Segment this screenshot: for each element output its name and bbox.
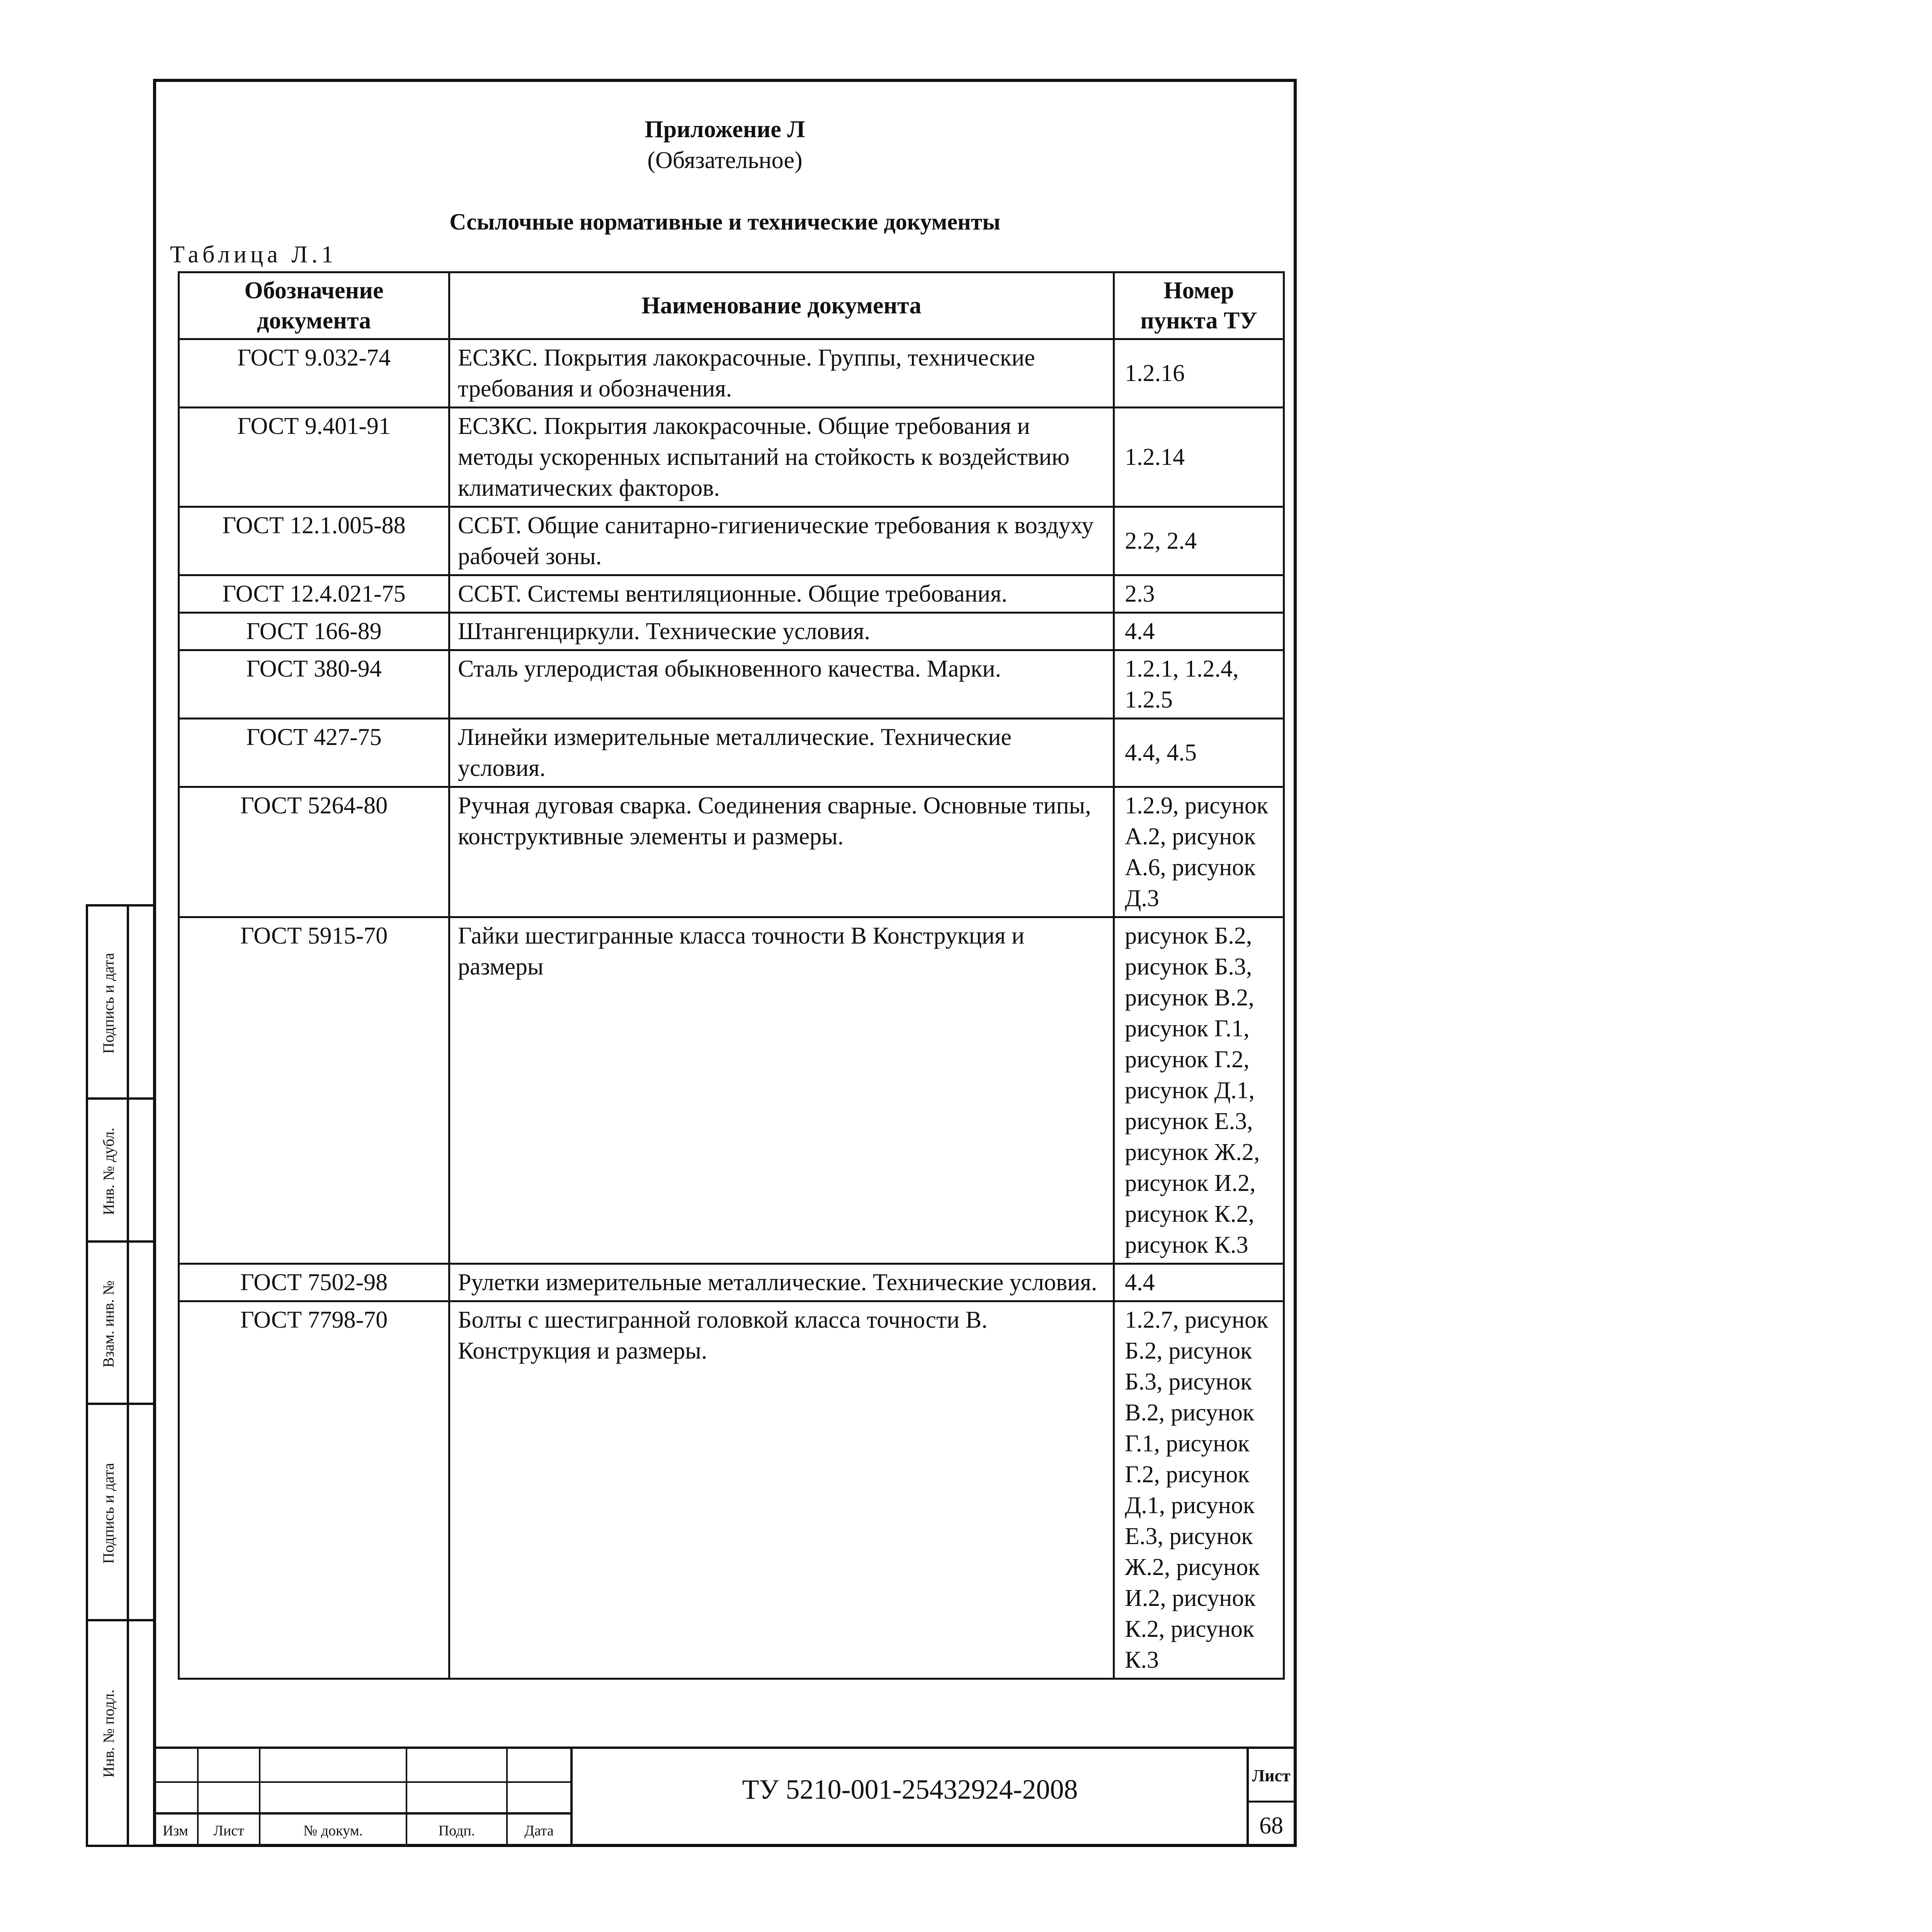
cell-designation: ГОСТ 380-94 (179, 650, 449, 719)
appendix-title: Приложение Л (645, 116, 805, 143)
header-document-name: Наименование документа (449, 272, 1114, 339)
cell-clause-number: 4.4 (1114, 613, 1284, 650)
cell-designation: ГОСТ 9.401-91 (179, 408, 449, 507)
cell-clause-number: 1.2.1, 1.2.4, 1.2.5 (1114, 650, 1284, 719)
cell-document-name: Болты с шестигранной головкой класса точности В. Конструкция и размеры. (449, 1301, 1114, 1679)
tb-col-change: Изм (163, 1823, 188, 1839)
reference-table (178, 271, 1285, 1680)
table-row (179, 1301, 1284, 1679)
cell-document-name: Рулетки измерительные металлические. Технические условия. (449, 1264, 1114, 1301)
cell-clause-number: 4.4 (1114, 1264, 1284, 1301)
table-row (179, 917, 1284, 1264)
side-cell-orig-inv (88, 1621, 155, 1845)
cell-document-name: ССБТ. Системы вентиляционные. Общие требования. (449, 575, 1114, 613)
cell-designation: ГОСТ 7502-98 (179, 1264, 449, 1301)
cell-clause-number: 1.2.7, рисунок Б.2, рисунок Б.3, рисунок В.2, рисунок Г.1, рисунок Г.2, рисунок Д.1, рисунок Е.3, рисунок Ж.2, рисунок И.2, рисунок К.2, рисунок К.3 (1114, 1301, 1284, 1679)
table-row (179, 575, 1284, 613)
cell-document-name: Линейки измерительные металлические. Технические условия. (449, 719, 1114, 787)
cell-document-name: Штангенциркули. Технические условия. (449, 613, 1114, 650)
sheet-label: Лист (1252, 1766, 1291, 1785)
side-label: Инв. № подл. (100, 1689, 117, 1777)
side-cell-dup-inv (88, 1100, 155, 1243)
cell-clause-number: 1.2.9, рисунок А.2, рисунок А.6, рисунок Д.3 (1114, 787, 1284, 917)
appendix-subtitle: Ссылочные нормативные и технические документы (449, 209, 1000, 235)
cell-document-name: Гайки шестигранные класса точности В Конструкция и размеры (449, 917, 1114, 1264)
table-row (179, 1264, 1284, 1301)
header-clause-number: Номер пункта ТУ (1114, 272, 1284, 339)
side-cell-signature-date-1 (88, 906, 155, 1100)
header-designation: Обозначение документа (179, 272, 449, 339)
side-label: Взам. инв. № (100, 1280, 117, 1367)
tb-col-signature: Подп. (438, 1823, 475, 1839)
table-header-row (179, 272, 1284, 339)
cell-document-name: ЕСЗКС. Покрытия лакокрасочные. Группы, технические требования и обозначения. (449, 339, 1114, 408)
cell-clause-number: 2.3 (1114, 575, 1284, 613)
appendix-status: (Обязательное) (647, 147, 803, 173)
tb-col-date: Дата (524, 1823, 554, 1839)
cell-designation: ГОСТ 12.4.021-75 (179, 575, 449, 613)
cell-document-name: ЕСЗКС. Покрытия лакокрасочные. Общие требования и методы ускоренных испытаний на стойкость к воздействию климатических факторов. (449, 408, 1114, 507)
table-caption: Таблица Л.1 (170, 242, 337, 268)
cell-clause-number: 1.2.14 (1114, 408, 1284, 507)
sheet-number: 68 (1259, 1813, 1283, 1839)
cell-designation: ГОСТ 12.1.005-88 (179, 507, 449, 575)
table-row (179, 719, 1284, 787)
table-row (179, 787, 1284, 917)
cell-designation: ГОСТ 5915-70 (179, 917, 449, 1264)
cell-document-name: Сталь углеродистая обыкновенного качества. Марки. (449, 650, 1114, 719)
document-code: ТУ 5210-001-25432924-2008 (742, 1774, 1078, 1805)
tb-col-sheet: Лист (213, 1823, 244, 1839)
cell-clause-number: 1.2.16 (1114, 339, 1284, 408)
side-label: Подпись и дата (100, 952, 117, 1054)
side-label: Инв. № дубл. (100, 1127, 117, 1215)
table-row (179, 613, 1284, 650)
cell-designation: ГОСТ 5264-80 (179, 787, 449, 917)
cell-clause-number: 4.4, 4.5 (1114, 719, 1284, 787)
cell-clause-number: 2.2, 2.4 (1114, 507, 1284, 575)
cell-designation: ГОСТ 9.032-74 (179, 339, 449, 408)
table-row (179, 339, 1284, 408)
cell-designation: ГОСТ 7798-70 (179, 1301, 449, 1679)
cell-designation: ГОСТ 427-75 (179, 719, 449, 787)
side-label: Подпись и дата (100, 1463, 117, 1564)
side-cell-signature-date-2 (88, 1405, 155, 1621)
side-strip (86, 904, 153, 1847)
side-cell-replace-inv (88, 1243, 155, 1405)
table-row (179, 650, 1284, 719)
cell-clause-number: рисунок Б.2, рисунок Б.3, рисунок В.2, рисунок Г.1, рисунок Г.2, рисунок Д.1, рисунок Е.3, рисунок Ж.2, рисунок И.2, рисунок К.2, рисунок К.3 (1114, 917, 1284, 1264)
cell-designation: ГОСТ 166-89 (179, 613, 449, 650)
table-row (179, 507, 1284, 575)
tb-col-doc-number: № докум. (303, 1823, 363, 1839)
table-row (179, 408, 1284, 507)
cell-document-name: Ручная дуговая сварка. Соединения сварные. Основные типы, конструктивные элементы и размеры. (449, 787, 1114, 917)
cell-document-name: ССБТ. Общие санитарно-гигиенические требования к воздуху рабочей зоны. (449, 507, 1114, 575)
